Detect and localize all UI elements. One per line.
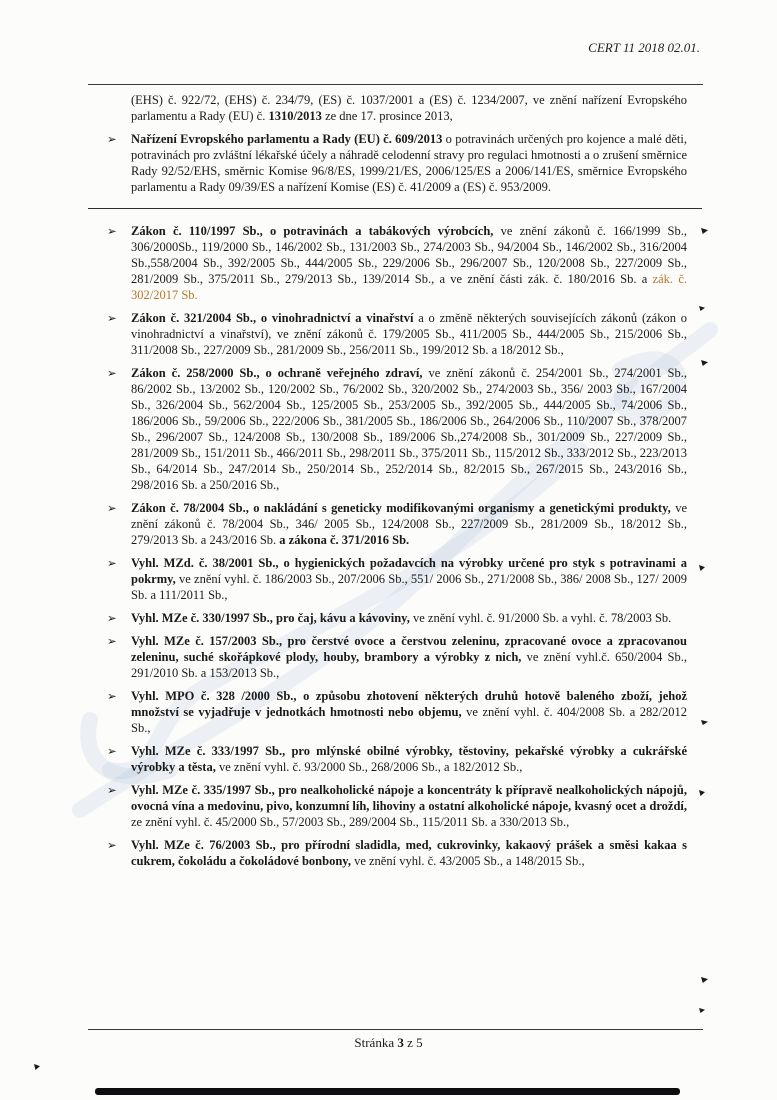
scan-artifact [701, 977, 708, 983]
list-item-vyhl-328-2000 [107, 688, 687, 736]
bullet-arrow-icon: ➢ [107, 224, 117, 238]
list-item-text: Vyhl. MPO č. 328 /2000 Sb., o způsobu zhotovení některých druhů hotově baleného zboží, jehož množství se vyjadřuje v jednotkách hmotnosti nebo objemu, ve znění vyhl. č. 404/2008 Sb. a 282/2012 Sb., [131, 689, 687, 735]
list-item-text: Vyhl. MZe č. 330/1997 Sb., pro čaj, kávu a kávoviny, ve znění vyhl. č. 91/2000 Sb. a vyhl. č. 78/2003 Sb. [131, 611, 672, 625]
header-separator-line [88, 84, 703, 85]
scan-artifact [701, 720, 708, 725]
scan-artifact [701, 228, 708, 234]
bullet-arrow-icon: ➢ [107, 744, 117, 758]
section-separator-line [88, 208, 702, 209]
list-item-text: Vyhl. MZe č. 76/2003 Sb., pro přírodní sladidla, med, cukrovinky, kakaový prášek a směsi kakaa s cukrem, čokoládu a čokoládové bonbony, ve znění vyhl. č. 43/2005 Sb., a 148/2015 Sb., [131, 838, 687, 868]
bullet-arrow-icon: ➢ [107, 783, 117, 797]
bullet-arrow-icon: ➢ [107, 366, 117, 380]
list-item-vyhl-38-2001 [107, 555, 687, 603]
scan-artifact-bottom-bar [95, 1088, 680, 1095]
list-item-text: Vyhl. MZd. č. 38/2001 Sb., o hygienických požadavcích na výrobky určené pro styk s potravinami a pokrmy, ve znění vyhl. č. 186/2003 Sb., 207/2006 Sb., 551/ 2006 Sb., 271/2008 Sb., 386/ 2008 Sb., 127/ 2009 Sb. a 111/2011 Sb., [131, 556, 687, 602]
list-item-zakon-110-1997 [107, 223, 687, 303]
list-item-text: Nařízení Evropského parlamentu a Rady (EU) č. 609/2013 o potravinách určených pro kojence a malé děti, potravinách pro zvláštní lékařské účely a náhradě celodenní stravy pro regulaci hmotnosti a o zrušení směrnice Rady 92/52/EHS, směrnic Komise 96/8/ES, 1999/21/ES, 2006/125/ES a 2006/141/ES, směrnice Evropského parlamentu a Rady 09/39/ES a nařízení Komise (ES) č. 41/2009 a (ES) č. 953/2009. [131, 132, 687, 194]
bullet-arrow-icon: ➢ [107, 311, 117, 325]
scan-artifact [34, 1064, 40, 1070]
bullet-arrow-icon: ➢ [107, 689, 117, 703]
scan-artifact [699, 790, 705, 796]
scan-artifact [699, 306, 705, 311]
list-item-text: Vyhl. MZe č. 333/1997 Sb., pro mlýnské obilné výrobky, těstoviny, pekařské výrobky a cukrářské výrobky a těsta, ve znění vyhl. č. 93/2000 Sb., 268/2006 Sb., a 182/2012 Sb., [131, 744, 687, 774]
document-content [107, 92, 687, 876]
document-reference: CERT 11 2018 02.01. [588, 40, 700, 55]
scan-artifact [699, 1008, 705, 1013]
list-item-vyhl-76-2003 [107, 837, 687, 869]
list-item-text: Zákon č. 110/1997 Sb., o potravinách a tabákových výrobcích, ve znění zákonů č. 166/1999 Sb., 306/2000Sb., 119/2000 Sb., 146/2002 Sb., 131/2003 Sb., 274/2003 Sb., 94/2004 Sb., 146/2002 Sb., 316/2004 Sb.,558/2004 Sb., 392/2005 Sb., 444/2005 Sb., 229/2006 Sb., 296/2007 Sb., 120/2008 Sb., 227/2009 Sb., 281/2009 Sb., 375/2011 Sb., 279/2013 Sb., 139/2014 Sb., a ve znění části zák. č. 180/2016 Sb. a zák. č. 302/2017 Sb. [131, 224, 687, 302]
list-item-vyhl-330-1997 [107, 610, 687, 626]
footer-separator-line [88, 1029, 703, 1030]
list-item-zakon-78-2004 [107, 500, 687, 548]
list-item-text: Vyhl. MZe č. 157/2003 Sb., pro čerstvé ovoce a čerstvou zeleninu, zpracované ovoce a zpracovanou zeleninu, suché skořápkové plody, houby, brambory a výrobky z nich, ve znění vyhl.č. 650/2004 Sb., 291/2010 Sb. a 153/2013 Sb., [131, 634, 687, 680]
bullet-arrow-icon: ➢ [107, 634, 117, 648]
bullet-arrow-icon: ➢ [107, 556, 117, 570]
list-item-zakon-321-2004 [107, 310, 687, 358]
list-item-text: Zákon č. 321/2004 Sb., o vinohradnictví a vinařství a o změně některých souvisejících zákonů (zákon o vinohradnictví a vinařství), ve znění zákonů č. 179/2005 Sb., 411/2005 Sb., 444/2005 Sb., 215/2006 Sb., 311/2008 Sb., 227/2009 Sb., 281/2009 Sb., 256/2011 Sb., 199/2012 Sb. a 18/2012 Sb., [131, 311, 687, 357]
list-item-narizeni-609-2013 [107, 131, 687, 195]
list-item-text: Vyhl. MZe č. 335/1997 Sb., pro nealkoholické nápoje a koncentráty k přípravě nealkoholických nápojů, ovocná vína a medovinu, pivo, konzumní líh, lihoviny a ostatní alkoholické nápoje, kvasný ocet a droždí, ze znění vyhl. č. 45/2000 Sb., 57/2003 Sb., 289/2004 Sb., 115/2011 Sb. a 330/2013 Sb., [131, 783, 687, 829]
bullet-arrow-icon: ➢ [107, 501, 117, 515]
list-item-vyhl-335-1997 [107, 782, 687, 830]
list-item-zakon-258-2000 [107, 365, 687, 493]
scan-artifact [699, 565, 705, 571]
bullet-arrow-icon: ➢ [107, 838, 117, 852]
list-item-vyhl-157-2003 [107, 633, 687, 681]
list-item-vyhl-333-1997 [107, 743, 687, 775]
bullet-arrow-icon: ➢ [107, 132, 117, 146]
bullet-arrow-icon: ➢ [107, 611, 117, 625]
page-number: Stránka 3 z 5 [354, 1035, 423, 1050]
list-item-text: Zákon č. 78/2004 Sb., o nakládání s geneticky modifikovanými organismy a genetickými produkty, ve znění zákonů č. 78/2004 Sb., 346/ 2005 Sb., 124/2008 Sb., 227/2009 Sb., 281/2009 Sb., 18/2012 Sb., 279/2013 Sb. a 243/2016 Sb. a zákona č. 371/2016 Sb. [131, 501, 687, 547]
paragraph-ehs-continuation: (EHS) č. 922/72, (EHS) č. 234/79, (ES) č. 1037/2001 a (ES) č. 1234/2007, ve znění nařízení Evropského parlamentu a Rady (EU) č. 1310/2013 ze dne 17. prosince 2013, [131, 93, 687, 123]
list-item-text: Zákon č. 258/2000 Sb., o ochraně veřejného zdraví, ve znění zákonů č. 254/2001 Sb., 274/2001 Sb., 86/2002 Sb., 13/2002 Sb., 120/2002 Sb., 76/2002 Sb., 320/2002 Sb., 274/2003 Sb., 356/ 2003 Sb., 167/2004 Sb., 326/2004 Sb., 562/2004 Sb., 125/2005 Sb., 253/2005 Sb., 392/2005 Sb., 444/2005 Sb., 74/2006 Sb., 186/2006 Sb., 59/2006 Sb., 222/2006 Sb., 381/2005 Sb., 186/2006 Sb., 264/2006 Sb., 110/2007 Sb., 378/2007 Sb., 296/2007 Sb., 124/2008 Sb., 130/2008 Sb., 189/2006 Sb.,274/2008 Sb., 301/2009 Sb., 227/2009 Sb., 281/2009 Sb., 151/2011 Sb., 466/2011 Sb., 298/2011 Sb., 375/2011 Sb., 115/2012 Sb., 333/2012 Sb., 223/2013 Sb., 64/2014 Sb., 247/2014 Sb., 250/2014 Sb., 252/2014 Sb., 82/2015 Sb., 267/2015 Sb., 243/2016 Sb., 298/2016 Sb. a 250/2016 Sb., [131, 366, 687, 492]
scan-artifact [701, 360, 708, 366]
